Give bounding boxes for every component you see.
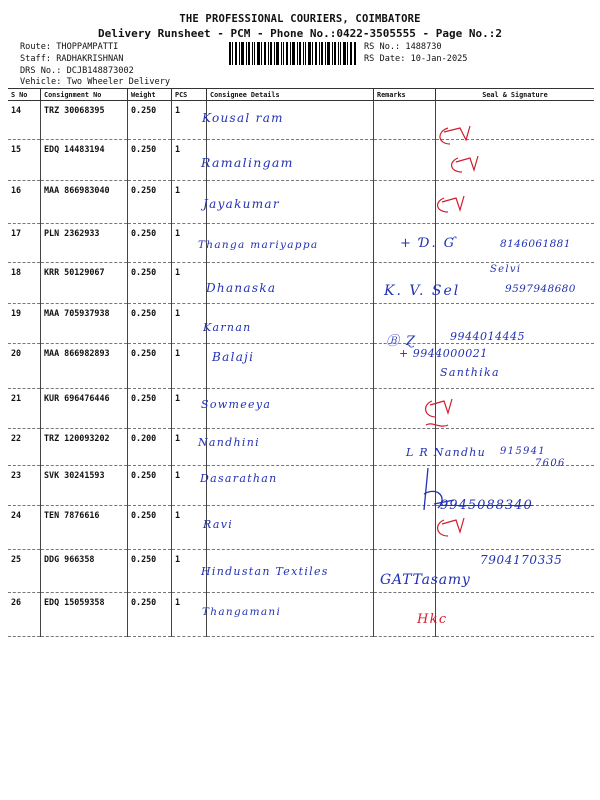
pieces-count: 1 — [172, 429, 207, 466]
consignment-number: PLN 2362933 — [41, 224, 128, 263]
pieces-count: 1 — [172, 466, 207, 506]
signature-phone: 7606 — [535, 458, 566, 469]
serial-number: 14 — [8, 101, 41, 140]
serial-number: 19 — [8, 304, 41, 344]
serial-number: 20 — [8, 344, 41, 389]
table-header-row — [8, 89, 594, 101]
consignee-name: Ramalingam — [201, 155, 294, 170]
consignment-number: TRZ 120093202 — [41, 429, 128, 466]
consignment-number: MAA 866983040 — [41, 181, 128, 224]
weight-value: 0.250 — [128, 344, 172, 389]
table-row — [8, 389, 594, 429]
table-row — [8, 344, 594, 389]
serial-number: 16 — [8, 181, 41, 224]
table-row — [8, 140, 594, 181]
drs-label: DRS No.: DCJB148873002 — [20, 66, 134, 76]
signature-phone: 8146061881 — [500, 238, 571, 250]
company-title: THE PROFESSIONAL COURIERS, COIMBATORE — [179, 13, 421, 25]
weight-value: 0.250 — [128, 466, 172, 506]
signature-mark — [418, 395, 458, 435]
weight-value: 0.250 — [128, 593, 172, 637]
seal-signature-cell — [436, 389, 595, 429]
pieces-count: 1 — [172, 181, 207, 224]
serial-number: 25 — [8, 550, 41, 593]
remarks-cell — [374, 140, 436, 181]
consignee-name: Thangamani — [202, 606, 282, 618]
col-consignment: Consignment No — [41, 89, 128, 101]
weight-value: 0.200 — [128, 429, 172, 466]
col-consignee: Consignee Details — [207, 89, 374, 101]
serial-number: 23 — [8, 466, 41, 506]
consignment-number: EDQ 15059358 — [41, 593, 128, 637]
remarks-cell — [374, 101, 436, 140]
signature-phone: 9597948680 — [505, 283, 576, 295]
signature-text: Hkc — [417, 612, 448, 627]
serial-number: 21 — [8, 389, 41, 429]
consignee-name: Ravi — [203, 518, 234, 531]
weight-value: 0.250 — [128, 550, 172, 593]
rs-number: RS No.: 1488730 — [364, 42, 442, 52]
signature-mark — [430, 510, 470, 550]
weight-value: 0.250 — [128, 101, 172, 140]
staff-label: Staff: RADHAKRISHNAN — [20, 54, 124, 64]
signature-text: + Ɗ. Ɠ — [400, 236, 457, 251]
serial-number: 18 — [8, 263, 41, 304]
consignee-name: Sowmeeya — [201, 398, 272, 411]
signature-text: L R Nandhu — [406, 446, 487, 459]
rs-date: RS Date: 10-Jan-2025 — [364, 54, 468, 64]
consignee-name: Nandhini — [198, 436, 260, 449]
signature-mark — [430, 118, 490, 228]
table-row — [8, 101, 594, 140]
signature-phone: 9944014445 — [450, 330, 525, 343]
signature-text: Santhika — [440, 366, 500, 379]
col-sno: S No — [8, 89, 41, 101]
serial-number: 17 — [8, 224, 41, 263]
pieces-count: 1 — [172, 506, 207, 550]
vehicle-label: Vehicle: Two Wheeler Delivery — [20, 77, 171, 87]
signature-text: Selvi — [490, 264, 522, 275]
consignee-name: Balaji — [212, 350, 255, 364]
pieces-count: 1 — [172, 344, 207, 389]
consignment-number: DDG 966358 — [41, 550, 128, 593]
col-weight: Weight — [128, 89, 172, 101]
consignee-name: Dhanaska — [206, 281, 277, 295]
consignee-name: Hindustan Textiles — [201, 565, 329, 578]
consignee-name: Jayakumar — [203, 197, 280, 211]
consignment-number: MAA 866982893 — [41, 344, 128, 389]
remarks-cell — [374, 181, 436, 224]
route-label: Route: THOPPAMPATTI — [20, 42, 119, 52]
seal-signature-cell — [436, 593, 595, 637]
col-seal: Seal & Signature — [436, 89, 595, 101]
consignment-number: KUR 696476446 — [41, 389, 128, 429]
weight-value: 0.250 — [128, 140, 172, 181]
signature-text: K. V. Sel — [384, 283, 461, 299]
col-remarks: Remarks — [374, 89, 436, 101]
pieces-count: 1 — [172, 304, 207, 344]
pieces-count: 1 — [172, 224, 207, 263]
pieces-count: 1 — [172, 389, 207, 429]
consignment-number: TEN 7876616 — [41, 506, 128, 550]
pieces-count: 1 — [172, 263, 207, 304]
weight-value: 0.250 — [128, 506, 172, 550]
consignee-name: Dasarathan — [200, 472, 278, 485]
serial-number: 22 — [8, 429, 41, 466]
pieces-count: 1 — [172, 550, 207, 593]
consignee-name: Thanga mariyappa — [198, 239, 319, 251]
consignee-name: Kousal ram — [202, 111, 284, 125]
table-row — [8, 593, 594, 637]
barcode — [229, 42, 356, 65]
signature-text: Ⓑ Ɀ — [386, 334, 417, 349]
weight-value: 0.250 — [128, 263, 172, 304]
signature-phone: 915941 — [500, 446, 546, 457]
consignment-number: SVK 30241593 — [41, 466, 128, 506]
pieces-count: 1 — [172, 140, 207, 181]
weight-value: 0.250 — [128, 224, 172, 263]
serial-number: 26 — [8, 593, 41, 637]
table-row — [8, 181, 594, 224]
pieces-count: 1 — [172, 593, 207, 637]
consignment-number: TRZ 30068395 — [41, 101, 128, 140]
signature-phone: 7904170335 — [480, 553, 563, 567]
weight-value: 0.250 — [128, 181, 172, 224]
consignment-number: EDQ 14483194 — [41, 140, 128, 181]
col-pcs: PCS — [172, 89, 207, 101]
weight-value: 0.250 — [128, 304, 172, 344]
weight-value: 0.250 — [128, 389, 172, 429]
runsheet-subtitle: Delivery Runsheet - PCM - Phone No.:0422-3505555 - Page No.:2 — [98, 27, 502, 40]
signature-phone: + 9944000021 — [399, 347, 488, 360]
consignment-number: MAA 705937938 — [41, 304, 128, 344]
serial-number: 15 — [8, 140, 41, 181]
pieces-count: 1 — [172, 101, 207, 140]
serial-number: 24 — [8, 506, 41, 550]
consignment-number: KRR 50129067 — [41, 263, 128, 304]
signature-text: GATTasamy — [380, 572, 471, 588]
signature-phone: 9945088340 — [440, 498, 533, 513]
consignee-name: Karnan — [203, 321, 252, 334]
